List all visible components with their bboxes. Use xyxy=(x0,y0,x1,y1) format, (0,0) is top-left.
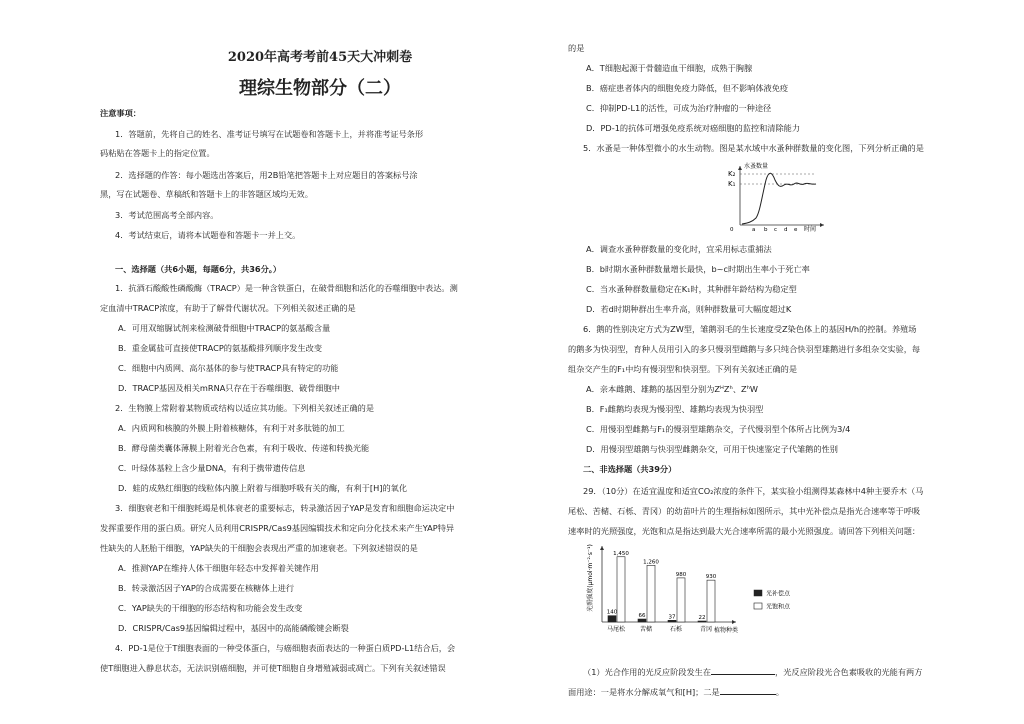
q1-option: A．可用双缩脲试剂来检测破骨细胞中TRACP的氨基酸含量 xyxy=(118,323,331,333)
x-tick: b xyxy=(764,227,768,232)
q3-stem: 性缺失的人胚胎干细胞，YAP缺失的干细胞会表现出严重的加速衰老。下列叙述错误的是 xyxy=(100,543,418,553)
q29-blank-line xyxy=(568,685,1024,698)
q1-option: D．TRACP基因及相关mRNA只存在于吞噬细胞、破骨细胞中 xyxy=(118,383,340,393)
bar-saturation xyxy=(617,557,625,622)
q5-option: A．调查水蚤种群数量的变化时，宜采用标志重捕法 xyxy=(586,244,772,254)
q4-stem: 4．PD-1是位于T细胞表面的一种受体蛋白，与癌细胞表面表达的一种蛋白质PD-L1结合后，会 xyxy=(115,643,456,653)
bar-saturation xyxy=(707,580,715,622)
q2-option: D．蛙的成熟红细胞的线粒体内膜上附着与细胞呼吸有关的酶，有利于[H]的氧化 xyxy=(118,483,408,493)
notice-heading: 注意事项： xyxy=(100,108,141,118)
q4-stem: 使T细胞进入静息状态，无法识别癌细胞，并可使T细胞自身增殖减弱或凋亡。下列有关叙述错误 xyxy=(100,663,446,673)
q1-stem: 1．抗酒石酸酸性磷酸酶（TRACP）是一种含铁蛋白，在破骨细胞和活化的吞噬细胞中表达。测 xyxy=(115,283,458,293)
bar-chart-y-arrow xyxy=(600,546,604,550)
q5-stem: 5．水蚤是一种体型微小的水生动物。图是某水域中水蚤种群数量的变化图，下列分析正确的是 xyxy=(583,143,924,153)
q3-stem: 发挥重要作用的蛋白质。研究人员利用CRISPR/Cas9基因编辑技术和定向分化技术来产生YAP特异 xyxy=(100,523,455,533)
category-label: 石栎 xyxy=(669,626,683,633)
q4-option: D．PD-1的抗体可增强免疫系统对癌细胞的监控和清除能力 xyxy=(586,123,801,133)
right-column xyxy=(568,0,1024,724)
q2-option: B．酵母菌类囊体薄膜上附着光合色素，有利于吸收、传递和转换光能 xyxy=(118,443,370,453)
paper-subtitle: 理综生物部分（二） xyxy=(239,78,401,99)
q4-option: A．T细胞起源于骨髓造血干细胞，成熟于胸腺 xyxy=(586,63,753,73)
x-tick: c xyxy=(774,227,778,232)
light-intensity-bar-chart xyxy=(586,540,846,660)
q3-stem: 3．细胞衰老和干细胞耗竭是机体衰老的重要标志，转录激活因子YAP是发育和细胞命运决定中 xyxy=(115,503,455,513)
q3-option: B．转录激活因子YAP的合成需要在核糖体上进行 xyxy=(118,583,295,593)
population-chart xyxy=(728,160,828,232)
q6-stem: 组杂交产生的F₁中均有慢羽型和快羽型。下列有关叙述正确的是 xyxy=(568,364,798,374)
bar-value-label: 1,260 xyxy=(643,559,659,566)
q29-blank-line xyxy=(568,665,1024,678)
q1-option: C．细胞中内质网、高尔基体的参与使TRACP具有特定的功能 xyxy=(118,363,339,373)
q2-option: A．内质网和核膜的外膜上附着核糖体，有利于对多肽链的加工 xyxy=(118,423,345,433)
q2-option: C．叶绿体基粒上含少量DNA，有利于携带遗传信息 xyxy=(118,463,306,473)
q4-option: C．抑制PD-L1的活性，可成为治疗肿瘤的一种途径 xyxy=(586,103,772,113)
bar-value-label: 22 xyxy=(698,615,706,621)
x-tick: e xyxy=(794,227,798,232)
population-curve xyxy=(742,173,816,224)
bar-value-label: 980 xyxy=(675,571,687,578)
bar-chart-x-arrow xyxy=(732,620,736,624)
y-axis-arrow xyxy=(738,166,742,170)
notice-line: 2．选择题的作答：每小题选出答案后，用2B铅笔把答题卡上对应题目的答案标号涂 xyxy=(115,170,418,180)
legend-swatch-saturation xyxy=(754,603,762,609)
q29-sub2-text: 面用途：一是将水分解成氧气和[H]；二是 xyxy=(568,687,720,697)
q3-option: A．推测YAP在维持人体干细胞年轻态中发挥着关键作用 xyxy=(118,563,319,573)
notice-line: 黑，写在试题卷、草稿纸和答题卡上的非答题区域均无效。 xyxy=(100,189,313,199)
q2-stem: 2．生物膜上常附着某物质或结构以适应其功能。下列相关叙述正确的是 xyxy=(115,403,375,413)
bar-compensation xyxy=(638,619,646,622)
x-axis-arrow xyxy=(820,223,824,227)
bar-value-label: 37 xyxy=(668,614,676,621)
q29-stem: 29．（10分）在适宜温度和适宜CO₂浓度的条件下，某实验小组测得某森林中4种主要乔木（马 xyxy=(583,486,924,496)
k1-label: K₁ xyxy=(728,180,736,188)
q5-option: D．若d时期种群出生率升高，则种群数量可大幅度超过K xyxy=(586,304,792,314)
q4-stem-cont: 的是 xyxy=(568,43,585,53)
category-label: 青冈 xyxy=(699,626,713,633)
k2-label: K₂ xyxy=(728,170,736,178)
answer-blank[interactable] xyxy=(711,665,775,675)
q6-option: B．F₁雌鹅均表现为慢羽型、雄鹅均表现为快羽型 xyxy=(586,404,764,414)
q6-stem: 的鹅多为快羽型，育种人员用引入的多只慢羽型雌鹅与多只纯合快羽型雄鹅进行多组杂交实验，每 xyxy=(568,344,921,354)
bar-compensation xyxy=(698,621,706,622)
left-column xyxy=(100,0,562,724)
q6-stem: 6．鹅的性别决定方式为ZW型，雏鹅羽毛的生长速度受Z染色体上的基因H/h的控制。养殖场 xyxy=(583,324,917,334)
bar-value-label: 930 xyxy=(705,574,717,581)
bar-saturation xyxy=(647,565,655,622)
q3-option: C．YAP缺失的干细胞的形态结构和功能会发生改变 xyxy=(118,603,303,613)
q5-option: B．b时期水蚤种群数量增长最快，b~c时期出生率小于死亡率 xyxy=(586,264,810,274)
section1-heading: 一、选择题（共6小题，每题6分，共36分。） xyxy=(115,264,282,274)
q5-option: C．当水蚤种群数量稳定在K₁时，其种群年龄结构为稳定型 xyxy=(586,284,797,294)
bar-value-label: 66 xyxy=(638,613,646,620)
q6-option: A．亲本雌鹅、雄鹅的基因型分别为ZᴴZʰ、ZʰW xyxy=(586,384,759,394)
x-axis-label: 时间 xyxy=(804,226,817,232)
q1-option: B．重金属盐可直接使TRACP的氨基酸排列顺序发生改变 xyxy=(118,343,323,353)
notice-line: 1．答题前，先将自己的姓名、准考证号填写在试题卷和答题卡上，并将准考证号条形 xyxy=(115,129,424,139)
section2-heading: 二、非选择题（共39分） xyxy=(583,464,677,474)
exam-title: 2020年高考考前45天大冲刺卷 xyxy=(227,50,413,65)
notice-line: 码粘贴在答题卡上的指定位置。 xyxy=(100,148,215,158)
q29-sub1-text: （1）光合作用的光反应阶段发生在 xyxy=(583,667,712,677)
q29-stem: 尾松、苦槠、石栎、青冈）的幼苗叶片的生理指标如图所示，其中光补偿点是指光合速率等于呼吸 xyxy=(568,506,921,516)
origin-label: 0 xyxy=(730,227,734,232)
bar-chart-x-label: 植物种类 xyxy=(713,627,739,634)
bar-chart-y-label: 光照强度(μmol·m⁻²·s⁻¹) xyxy=(587,544,594,612)
bar-value-label: 1,450 xyxy=(613,550,629,557)
legend-label: 光饱和点 xyxy=(766,603,791,611)
q6-option: C．用慢羽型雌鹅与F₁的慢羽型雄鹅杂交，子代慢羽型个体所占比例为3/4 xyxy=(586,424,851,434)
x-tick: a xyxy=(752,227,756,232)
bar-saturation xyxy=(677,578,685,622)
q29-stem: 速率时的光照强度，光饱和点是指达到最大光合速率所需的最小光照强度。请回答下列相关问题： xyxy=(568,526,921,536)
x-tick: d xyxy=(784,227,788,232)
legend-swatch-compensation xyxy=(754,590,762,596)
bar-value-label: 140 xyxy=(606,609,618,616)
q3-option: D．CRISPR/Cas9基因编辑过程中，基因中的高能磷酸键会断裂 xyxy=(118,623,349,633)
q29-sub2-end: 。 xyxy=(775,687,784,697)
q4-option: B．癌症患者体内的细胞免疫力降低，但不影响体液免疫 xyxy=(586,83,789,93)
bar-compensation xyxy=(608,616,616,622)
notice-line: 3．考试范围高考全部内容。 xyxy=(115,210,219,220)
q29-sub1-text-b: ，光反应阶段光合色素吸收的光能有两方 xyxy=(775,667,923,677)
y-axis-label: 水蚤数量 xyxy=(744,163,769,170)
category-label: 苦槠 xyxy=(639,626,653,633)
legend-label: 光补偿点 xyxy=(766,590,791,598)
bar-compensation xyxy=(668,620,676,622)
q1-stem: 定血清中TRACP浓度，有助于了解骨代谢状况。下列相关叙述正确的是 xyxy=(100,303,356,313)
q6-option: D．用慢羽型雄鹅与快羽型雌鹅杂交，可用于快速鉴定子代雏鹅的性别 xyxy=(586,444,838,454)
category-label: 马尾松 xyxy=(606,626,626,633)
answer-blank[interactable] xyxy=(720,685,776,695)
notice-line: 4．考试结束后，请将本试题卷和答题卡一并上交。 xyxy=(115,230,301,240)
